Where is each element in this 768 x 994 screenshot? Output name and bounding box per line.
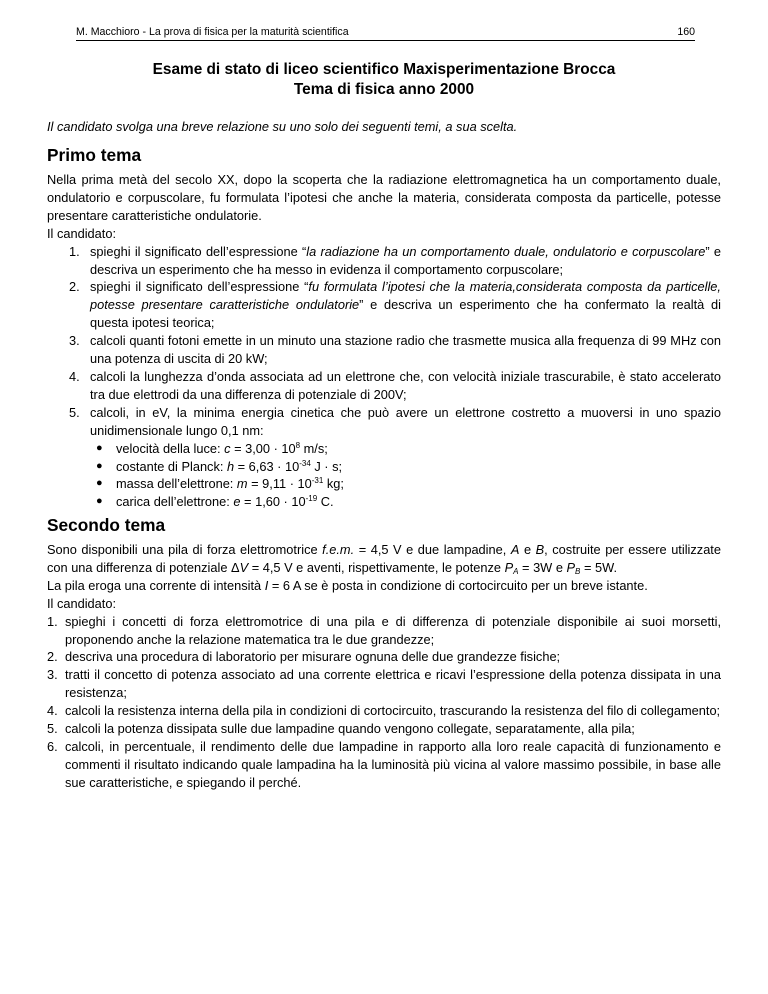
- item-text: ” e descriva un esperimento che ha messo in evidenza il comportamento corpuscolare;: [90, 243, 721, 277]
- list-number: 2.: [69, 279, 80, 295]
- document-subtitle: Tema di fisica anno 2000: [293, 81, 475, 98]
- list-number: 2.: [47, 649, 58, 665]
- list-item: [47, 278, 721, 332]
- item-text: calcoli, in eV, la minima energia cinetica che può avere un elettrone costretto a muoversi in uno spazio unidimensionale lungo 0,1 nm:: [90, 404, 721, 438]
- list-item: [47, 738, 721, 792]
- item-text: descriva una procedura di laboratorio per misurare ognuna delle due grandezze fisiche;: [65, 649, 561, 665]
- document-title: Esame di stato di liceo scientifico Maxisperimentazione Brocca: [152, 61, 616, 78]
- list-number: 4.: [69, 368, 80, 384]
- item-text: ” e descriva un esperimento che ha confermato la realtà di questa ipotesi teorica;: [90, 297, 721, 331]
- list-number: 5.: [47, 721, 58, 737]
- bullet-icon: ●: [96, 477, 103, 490]
- constant-speed-of-light: ● velocità della luce: $c = 3,00 \cdot 10^8$ m/s;: [96, 440, 328, 456]
- list-number: 1.: [47, 613, 58, 629]
- constants-list: [47, 440, 721, 512]
- secondo-task-list: [47, 613, 721, 792]
- section-heading-secondo: Secondo tema: [47, 515, 166, 535]
- item-text: calcoli la lunghezza d’onda associata ad un elettrone che, con velocità iniziale trascurabile, è stato accelerato tra due elettrodi da una differenza di potenziale di 200V;: [90, 368, 721, 402]
- bullet-icon: ●: [96, 441, 103, 454]
- item-text: calcoli quanti fotoni emette in un minuto una stazione radio che trasmette musica alla frequenza di 99 MHz con una potenza di uscita di 20 kW;: [90, 333, 721, 367]
- list-item: [47, 702, 721, 720]
- list-number: 3.: [47, 667, 58, 683]
- list-item: [47, 368, 721, 404]
- secondo-candidato-label: Il candidato:: [47, 595, 117, 611]
- list-item: [47, 613, 721, 649]
- section-secondo-body: [47, 541, 721, 792]
- page-header: [76, 25, 695, 41]
- primo-paragraph: Nella prima metà del secolo XX, dopo la scoperta che la radiazione elettromagnetica ha un comportamento duale, ondulatorio e corpuscolare, fu formulata l’ipotesi che anche la materia, considerata composta da particelle, potesse presentare caratteristiche ondulatorie.: [47, 172, 721, 223]
- list-item: [47, 243, 721, 279]
- constant-electron-charge: ● carica dell’elettrone: $e = 1,60 \cdot 10^{-19}$ C.: [96, 494, 334, 510]
- list-item: [47, 648, 721, 666]
- list-item: [47, 720, 721, 738]
- bullet-icon: ●: [96, 459, 103, 472]
- list-item: [47, 404, 721, 440]
- list-number: 4.: [47, 703, 58, 719]
- item-text: calcoli la resistenza interna della pila in condizioni di cortocircuito, trascurando la resistenza del filo di collegamento;: [65, 703, 721, 719]
- constant-planck: ● costante di Planck: $h = 6,63 \cdot 10^{-34}$ J · s;: [96, 458, 343, 474]
- list-item: [47, 332, 721, 368]
- item-quote: la radiazione ha un comportamento duale, ondulatorio e corpuscolare: [306, 243, 706, 259]
- list-number: 1.: [69, 243, 80, 259]
- bullet-icon: ●: [96, 495, 103, 508]
- primo-candidato-label: Il candidato:: [47, 225, 117, 241]
- item-text: calcoli la potenza dissipata sulle due lampadine quando vengono collegate, separatamente, alla pila;: [65, 721, 635, 737]
- list-item: [47, 666, 721, 702]
- secondo-paragraph-2: La pila eroga una corrente di intensità I = 6 A se è posta in condizione di cortocircuito per un breve istante.: [47, 577, 648, 593]
- primo-task-list: [47, 243, 721, 440]
- section-heading-primo: Primo tema: [47, 145, 142, 165]
- header-author-title: M. Macchioro - La prova di fisica per la maturità scientifica: [76, 26, 349, 38]
- section-primo-body: [47, 171, 721, 511]
- item-quote: fu formulata l’ipotesi che la materia,considerata composta da particelle, potesse presentare caratteristiche ondulatorie: [90, 279, 721, 313]
- item-text: spieghi il significato dell’espressione “: [90, 243, 307, 259]
- secondo-paragraph-1: Sono disponibili una pila di forza elettromotrice f.e.m. = 4,5 V e due lampadine, A e B, costruite per essere utilizzate con una differenza di potenziale ΔV = 4,5 V e aventi, rispettivamente, le potenze $P_A = 3W$ e $P_B = 5W$.: [47, 542, 721, 576]
- item-text: spieghi il significato dell’espressione “: [90, 279, 309, 295]
- item-text: tratti il concetto di potenza associato ad una corrente elettrica e ricavi l’espressione della potenza dissipata in una resistenza;: [65, 667, 721, 701]
- constant-electron-mass: ● massa dell’elettrone: $m = 9,11 \cdot 10^{-31}$ kg;: [96, 476, 344, 492]
- page-number: 160: [677, 26, 695, 38]
- list-number: 3.: [69, 333, 80, 349]
- intro-instructions: Il candidato svolga una breve relazione su uno solo dei seguenti temi, a sua scelta.: [47, 119, 518, 134]
- item-text: calcoli, in percentuale, il rendimento delle due lampadine in rapporto alla loro reale capacità di funzionamento e commenti il risultato indicando quale lampadina ha la luminosità più vicina al valore massimo possibile, in base alle sue caratteristiche, e spiegando il perché.: [65, 738, 721, 790]
- list-number: 6.: [47, 738, 58, 754]
- list-number: 5.: [69, 404, 80, 420]
- item-text: spieghi i concetti di forza elettromotrice di una pila e di differenza di potenziale disponibile ai suoi morsetti, proponendo anche la relazione matematica tra le due grandezze;: [65, 613, 721, 647]
